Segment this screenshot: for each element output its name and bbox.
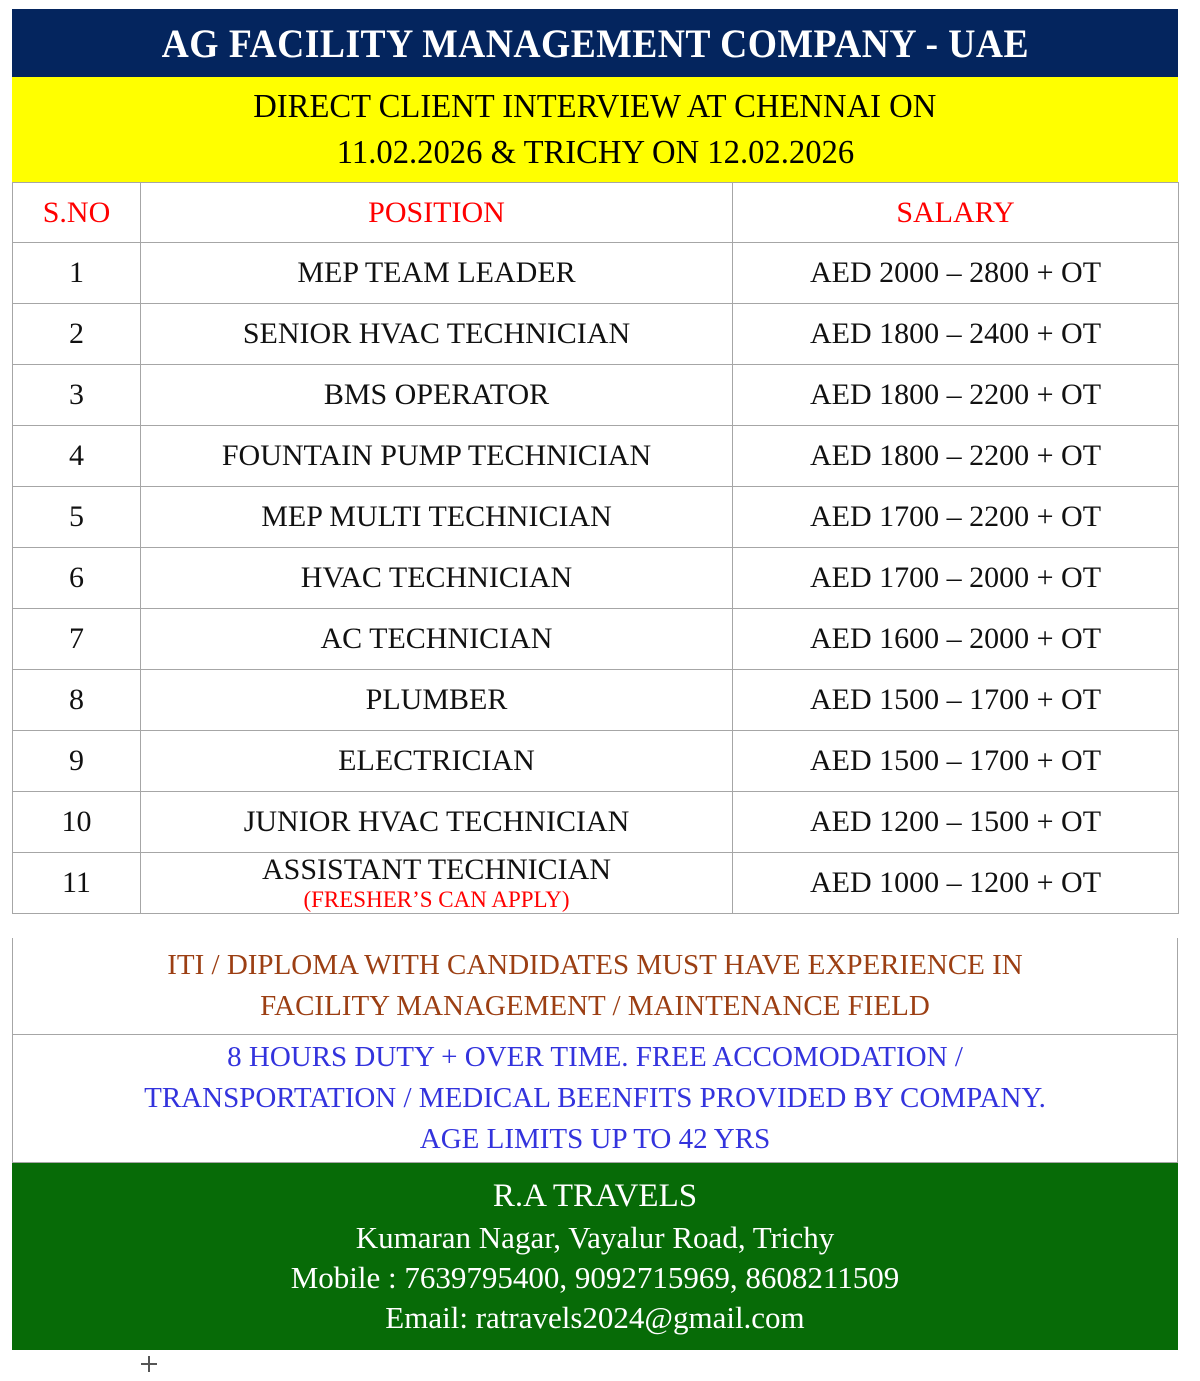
cell-salary: AED 1500 – 1700 + OT	[733, 731, 1179, 792]
table-header-row	[13, 183, 1179, 243]
table-row	[13, 243, 1179, 304]
column-header-position: POSITION	[141, 183, 733, 243]
contact-footer	[12, 1163, 1178, 1350]
qualification-note-line-2: FACILITY MANAGEMENT / MAINTENANCE FIELD	[260, 990, 930, 1022]
cell-sno: 11	[13, 853, 141, 914]
table-row	[13, 670, 1179, 731]
agency-email: Email: ratravels2024@gmail.com	[385, 1300, 805, 1336]
cell-salary: AED 1000 – 1200 + OT	[733, 853, 1179, 914]
text-cursor-artifact	[141, 1356, 157, 1372]
cell-salary: AED 1600 – 2000 + OT	[733, 609, 1179, 670]
benefits-note-line-2: TRANSPORTATION / MEDICAL BEENFITS PROVIDED BY COMPANY.	[144, 1081, 1046, 1114]
table-row	[13, 609, 1179, 670]
cell-sno: 3	[13, 365, 141, 426]
cell-salary: AED 1800 – 2400 + OT	[733, 304, 1179, 365]
table-row	[13, 426, 1179, 487]
column-header-sno: S.NO	[13, 183, 141, 243]
cell-salary: AED 2000 – 2800 + OT	[733, 243, 1179, 304]
cell-sno: 7	[13, 609, 141, 670]
event-banner-line-2: 11.02.2026 & TRICHY ON 12.02.2026	[336, 133, 854, 171]
jobs-salary-table	[12, 182, 1179, 914]
table-row	[13, 304, 1179, 365]
cell-position: PLUMBER	[141, 670, 733, 731]
cell-position: HVAC TECHNICIAN	[141, 548, 733, 609]
cell-salary: AED 1700 – 2200 + OT	[733, 487, 1179, 548]
cell-position: FOUNTAIN PUMP TECHNICIAN	[141, 426, 733, 487]
cell-position: MEP MULTI TECHNICIAN	[141, 487, 733, 548]
company-name: AG FACILITY MANAGEMENT COMPANY - UAE	[161, 20, 1029, 66]
cell-position: MEP TEAM LEADER	[141, 243, 733, 304]
cell-sno: 2	[13, 304, 141, 365]
cell-position-fresher-note: (FRESHER’S CAN APPLY)	[303, 886, 570, 912]
table-row	[13, 365, 1179, 426]
event-banner	[12, 77, 1178, 182]
cell-position	[141, 853, 733, 914]
cell-position: AC TECHNICIAN	[141, 609, 733, 670]
cell-sno: 4	[13, 426, 141, 487]
cell-position: ELECTRICIAN	[141, 731, 733, 792]
cell-sno: 10	[13, 792, 141, 853]
agency-name: R.A TRAVELS	[492, 1177, 698, 1214]
company-banner	[12, 9, 1178, 77]
event-banner-line-1: DIRECT CLIENT INTERVIEW AT CHENNAI ON	[253, 88, 937, 126]
table-row	[13, 731, 1179, 792]
cell-salary: AED 1800 – 2200 + OT	[733, 365, 1179, 426]
cell-position: BMS OPERATOR	[141, 365, 733, 426]
column-header-salary: SALARY	[733, 183, 1179, 243]
cell-salary: AED 1200 – 1500 + OT	[733, 792, 1179, 853]
cell-salary: AED 1500 – 1700 + OT	[733, 670, 1179, 731]
benefits-note-line-3: AGE LIMITS UP TO 42 YRS	[419, 1123, 771, 1156]
agency-address: Kumaran Nagar, Vayalur Road, Trichy	[355, 1219, 835, 1255]
cell-salary: AED 1800 – 2200 + OT	[733, 426, 1179, 487]
cell-position: JUNIOR HVAC TECHNICIAN	[141, 792, 733, 853]
agency-mobile-numbers: Mobile : 7639795400, 9092715969, 8608211509	[290, 1259, 900, 1295]
cell-sno: 8	[13, 670, 141, 731]
table-row-fresher	[13, 853, 1179, 914]
cell-salary: AED 1700 – 2000 + OT	[733, 548, 1179, 609]
table-body	[13, 243, 1179, 914]
cell-sno: 9	[13, 731, 141, 792]
table-row	[13, 487, 1179, 548]
qualification-note	[12, 938, 1178, 1035]
benefits-note	[12, 1035, 1178, 1163]
table-header	[13, 183, 1179, 243]
cell-sno: 5	[13, 487, 141, 548]
cell-sno: 1	[13, 243, 141, 304]
cell-position: SENIOR HVAC TECHNICIAN	[141, 304, 733, 365]
qualification-note-line-1: ITI / DIPLOMA WITH CANDIDATES MUST HAVE EXPERIENCE IN	[167, 949, 1023, 982]
cell-position-title: ASSISTANT TECHNICIAN	[261, 853, 611, 887]
benefits-note-line-1: 8 HOURS DUTY + OVER TIME. FREE ACCOMODATION /	[227, 1040, 963, 1073]
table-row	[13, 548, 1179, 609]
table-row	[13, 792, 1179, 853]
cell-sno: 6	[13, 548, 141, 609]
